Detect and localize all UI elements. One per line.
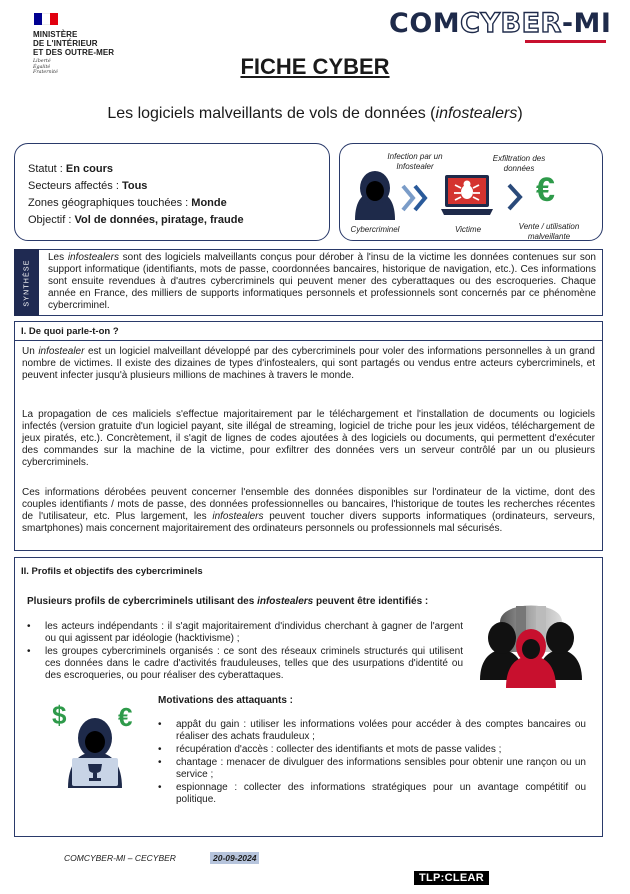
profiles-heading: Plusieurs profils de cybercriminels utilisant des infostealers peuvent être identifiés :: [27, 596, 429, 607]
logo-underline: [525, 40, 606, 43]
infected-laptop-icon: [441, 173, 493, 219]
euro-icon: €: [536, 171, 555, 209]
status-list: [28, 161, 244, 229]
section-1-title: I. De quoi parle-t-on ?: [21, 326, 119, 337]
ministry-name: MINISTÈRE DE L'INTÉRIEUR ET DES OUTRE-MER: [33, 30, 115, 57]
profiles-list: [25, 621, 463, 682]
french-flag-icon: [34, 13, 58, 25]
page-subtitle: Les logiciels malveillants de vols de données (infostealers): [107, 105, 523, 122]
list-item: • espionnage : collecter des informations stratégiques pour un avantage compétitif ou politique.: [156, 782, 586, 806]
footer-source: COMCYBER-MI – CECYBER: [64, 853, 176, 863]
tlp-badge: TLP:CLEAR: [414, 871, 489, 885]
section-1-paragraph-3: Ces informations dérobées peuvent concerner l'ensemble des données disponibles sur l'ordinateur de la victime, dont des couples identifiants / mots de passe, des données professionnelles ou bancaires, l'historique de toutes les recherches récentes de l'utilisateur, etc. Plus largement, les infostealers peuvent toucher divers supports informatiques (ordinateurs, serveurs, smartphones) mais concernent majoritairement des ordinateurs personnels ou professionnels mal sécurisés.: [22, 487, 595, 534]
hooded-hacker-icon: [352, 170, 398, 220]
list-item: • les groupes cybercriminels organisés : ce sont des réseaux criminels structurés qui utilisent ces données dans le cadre d'activités frauduleuses, telles que des usurpations d'identité ou des escroqueries, ou pour réaliser des cyberattaques.: [25, 646, 463, 682]
page-title: FICHE CYBER: [240, 54, 390, 79]
section-1-divider: [14, 340, 603, 341]
list-item: • appât du gain : utiliser les informations volées pour accéder à des comptes bancaires ou réaliser des achats frauduleux ;: [156, 719, 586, 743]
chevron-right-icon: [506, 182, 524, 212]
footer-date: 20-09-2024: [210, 852, 259, 864]
cybercriminal-label: Cybercriminel: [350, 225, 400, 234]
hacker-group-icon: [478, 592, 584, 688]
dollar-icon: $: [52, 700, 67, 730]
republic-motto: Liberté Égalité Fraternité: [33, 59, 58, 75]
exfiltration-label: Exfiltration des données: [492, 154, 546, 173]
synthesis-tab: SYNTHÈSE: [14, 249, 39, 316]
chevron-right-icon: [401, 184, 431, 212]
sectors-line: Secteurs affectés : Tous: [28, 180, 148, 192]
infection-label: Infection par un Infostealer: [387, 152, 443, 171]
list-item: • les acteurs indépendants : il s'agit majoritairement d'individus cherchant à gagner de l'argent ou qui agissent par idéologie (hacktivisme) ;: [25, 621, 463, 645]
section-1-paragraph-2: La propagation de ces maliciels s'effectue majoritairement par le téléchargement et l'installation de documents ou logiciels infectés (version gratuite d'un logiciel payant, site illégal de streaming, logiciel de triche pour les jeux vidéos, téléchargement de jeux piratés, etc.). Concrètement, il s'agit de lignes de codes ajoutées à des logiciels ou documents, qui permettent d'exécuter des commandes sur la machine de la victime, pour exfiltrer des données vers un serveur contrôlé par un ou plusieurs cybercriminels.: [22, 409, 595, 468]
zones-line: Zones géographiques touchées : Monde: [28, 197, 227, 209]
list-item: • récupération d'accès : collecter des identifiants et mots de passe valides ;: [156, 744, 586, 756]
motivations-list: [156, 719, 586, 806]
motivations-heading: Motivations des attaquants :: [158, 695, 294, 706]
objective-line: Objectif : Vol de données, piratage, fraude: [28, 214, 244, 226]
euro-icon: €: [118, 702, 133, 732]
comcyber-logo: COMCYBER-MI: [389, 8, 612, 39]
section-2-title: II. Profils et objectifs des cybercriminels: [21, 566, 203, 577]
list-item: • chantage : menacer de divulguer des informations sensibles pour obtenir une rançon ou un service ;: [156, 757, 586, 781]
hacker-laptop-icon: [64, 712, 126, 788]
sale-label: Vente / utilisation malveillante: [518, 222, 580, 241]
section-1-paragraph-1: Un infostealer est un logiciel malveillant développé par des cybercriminels pour voler des informations personnelles à un grand nombre de victimes. Il existe des dizaines de types d'infostealers, qui sont partagés ou vendus entre acteurs cybercriminels, et peuvent infecter jusqu'à plusieurs millions de machines à travers le monde.: [22, 346, 595, 381]
synthesis-text: Les infostealers sont des logiciels malveillants conçus pour dérober à l'insu de la victime les données contenues sur son support informatique (identifiants, mots de passe, coordonnées bancaires, historique de navigation, etc.). Ces informations sont ensuite revendues à d'autres cybercriminels qui peuvent mener des cyberattaques ou des escroqueries. Chaque année en France, des milliers de supports informatiques personnels et professionnels sont concernés par ce phénomène cybercriminel.: [48, 252, 596, 311]
status-line: Statut : En cours: [28, 163, 113, 175]
victim-label: Victime: [454, 225, 482, 234]
